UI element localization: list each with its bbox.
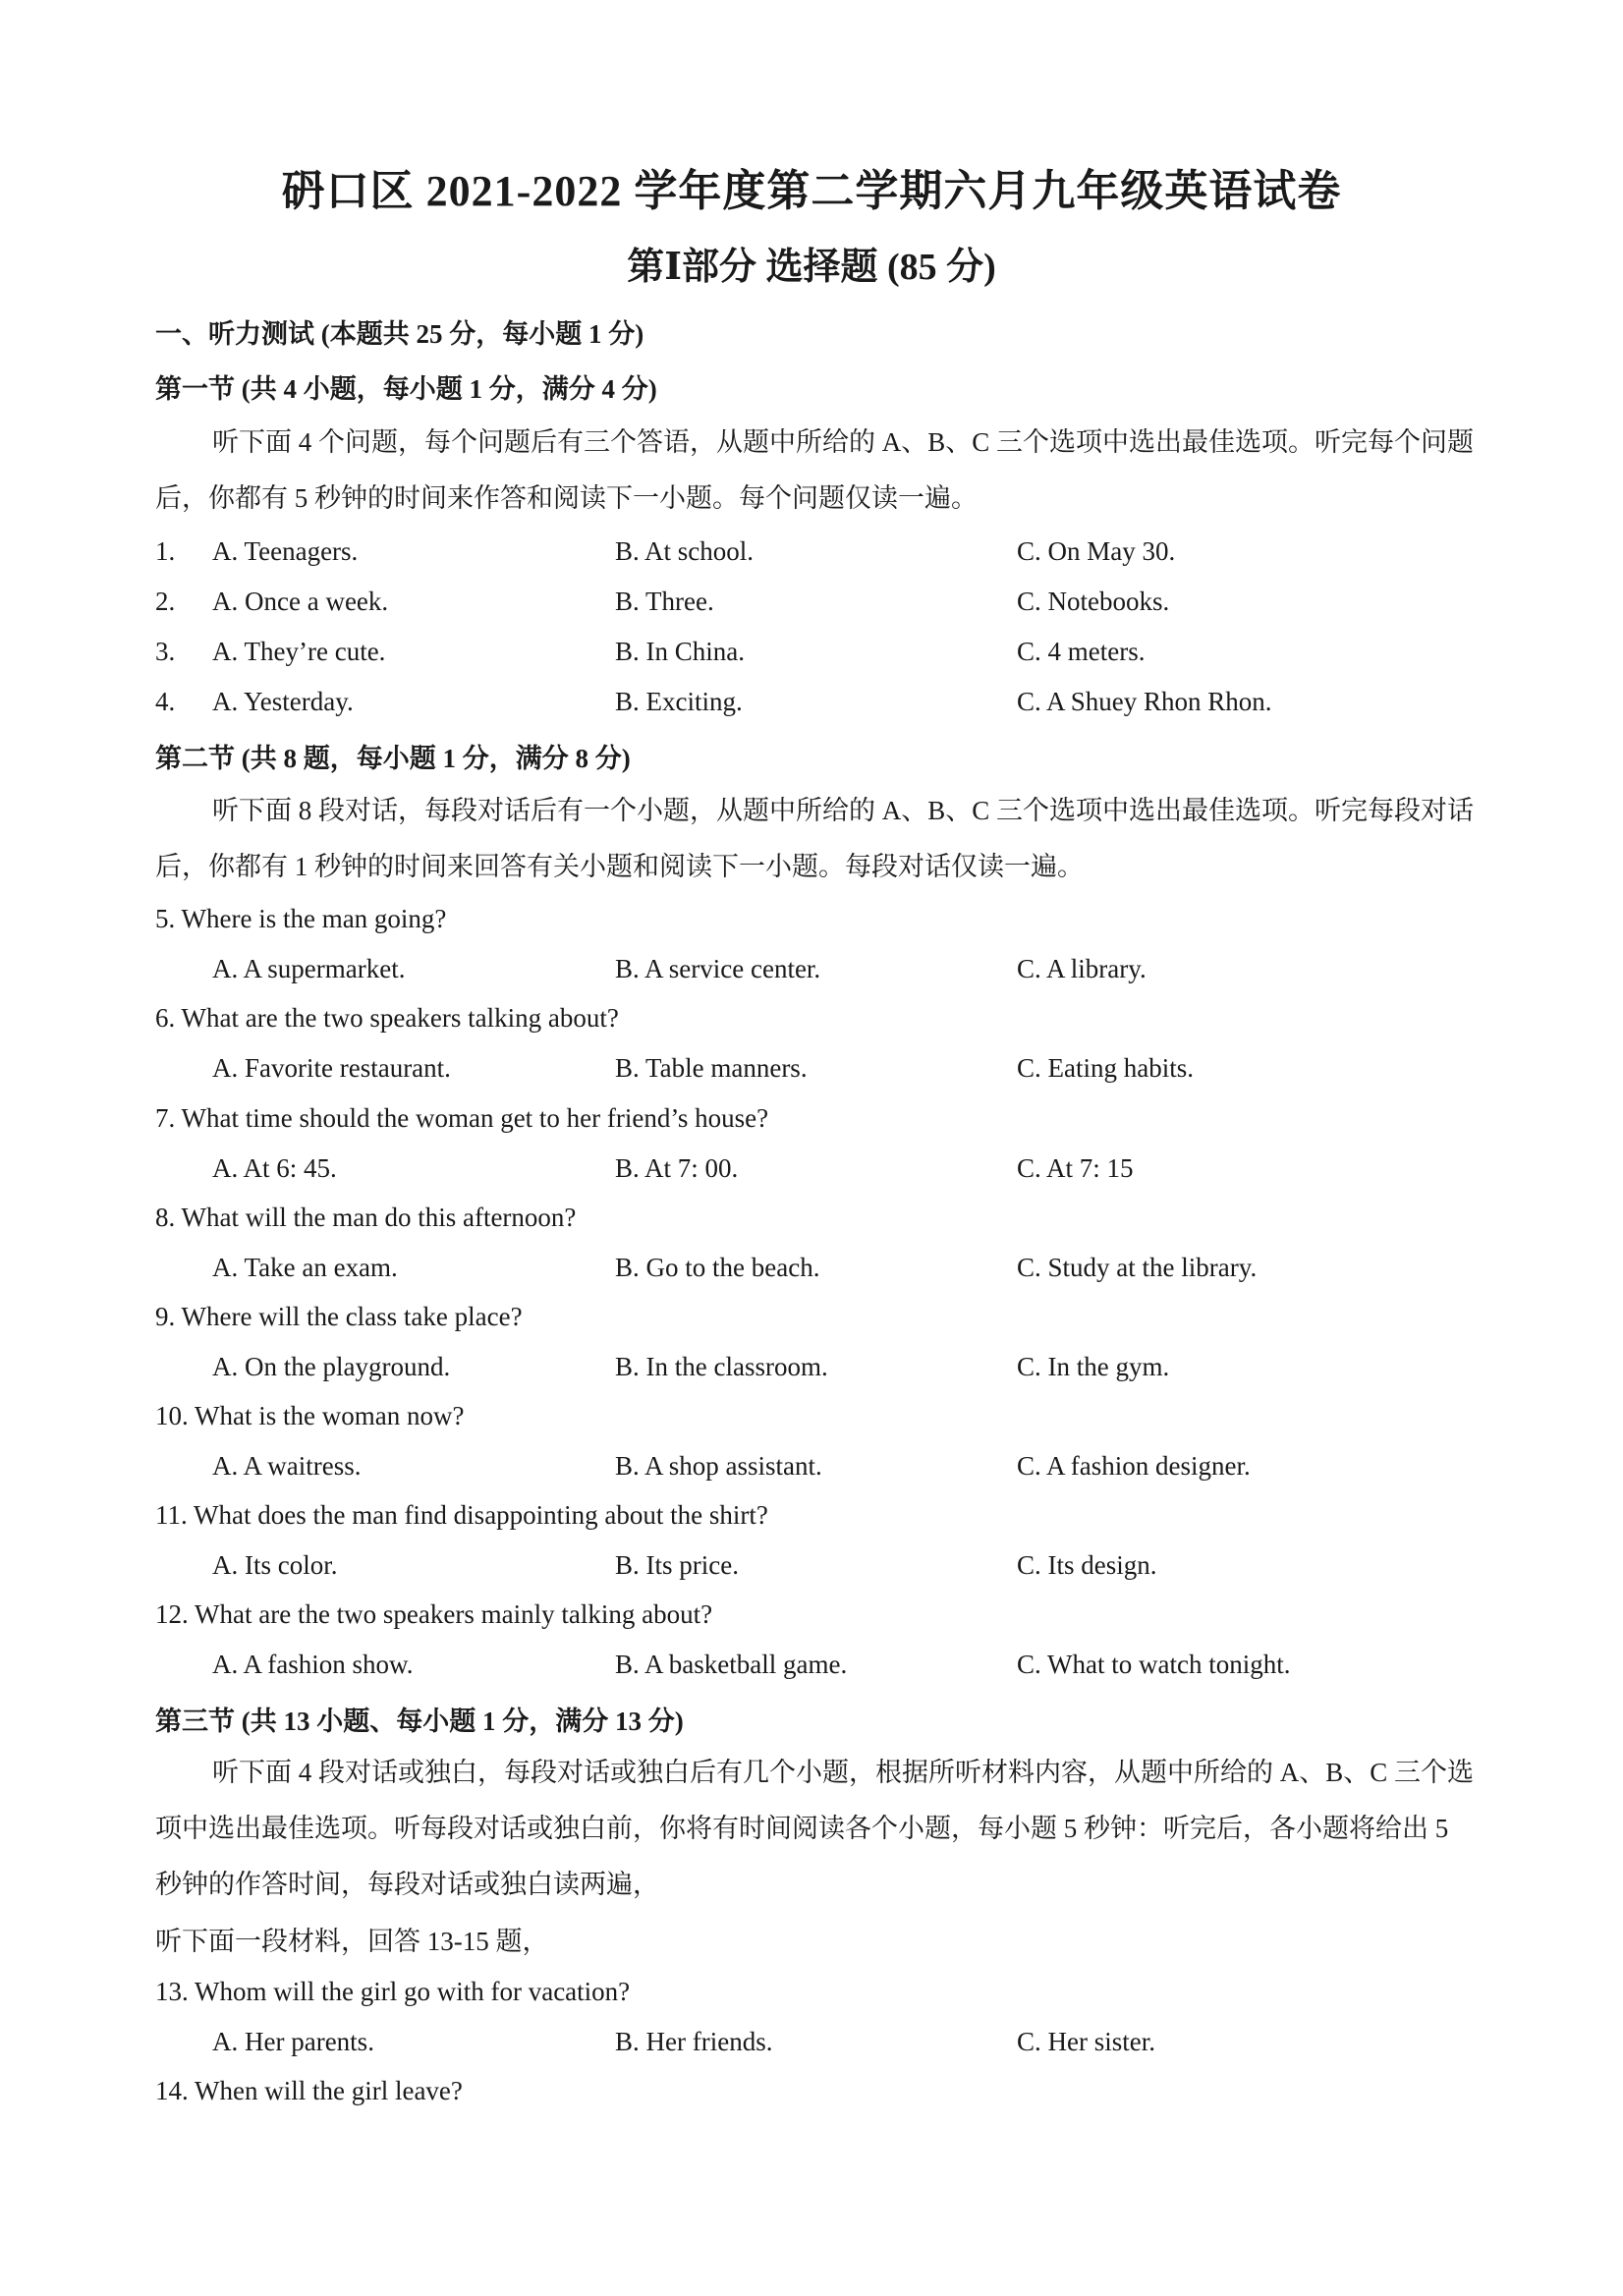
option-a: A. At 6: 45. bbox=[212, 1153, 337, 1183]
item-number: 4. bbox=[155, 687, 176, 716]
item-number: 3. bbox=[155, 637, 176, 666]
option-b: B. Three. bbox=[615, 587, 714, 616]
part2-heading: 第二节 (共 8 题，每小题 1 分，满分 8 分) bbox=[155, 744, 631, 773]
question-text: 8. What will the man do this afternoon? bbox=[155, 1203, 577, 1232]
option-b: B. Go to the beach. bbox=[615, 1253, 820, 1282]
option-a: A. A waitress. bbox=[212, 1451, 362, 1481]
option-c: C. At 7: 15 bbox=[1017, 1153, 1134, 1183]
option-c: C. What to watch tonight. bbox=[1017, 1650, 1291, 1679]
option-b: B. A service center. bbox=[615, 954, 821, 983]
option-c: C. A fashion designer. bbox=[1017, 1451, 1251, 1481]
question-text: 12. What are the two speakers mainly talking about? bbox=[155, 1599, 713, 1629]
option-b: B. Her friends. bbox=[615, 2027, 773, 2056]
option-a: A. Teenagers. bbox=[212, 536, 359, 566]
question-text: 11. What does the man find disappointing about the shirt? bbox=[155, 1500, 768, 1530]
option-a: A. Once a week. bbox=[212, 587, 389, 616]
option-a: A. On the playground. bbox=[212, 1352, 451, 1381]
option-c: C. On May 30. bbox=[1017, 536, 1176, 566]
option-a: A. They’re cute. bbox=[212, 637, 386, 666]
question-text: 6. What are the two speakers talking about? bbox=[155, 1003, 619, 1033]
option-c: C. Notebooks. bbox=[1017, 587, 1170, 616]
option-a: A. Favorite restaurant. bbox=[212, 1053, 451, 1083]
question-text: 5. Where is the man going? bbox=[155, 904, 447, 933]
option-a: A. Her parents. bbox=[212, 2027, 374, 2056]
part1-heading: 第一节 (共 4 小题，每小题 1 分，满分 4 分) bbox=[155, 374, 657, 404]
part3-heading: 第三节 (共 13 小题、每小题 1 分，满分 13 分) bbox=[155, 1707, 684, 1736]
option-c: C. Study at the library. bbox=[1017, 1253, 1258, 1282]
question-text: 7. What time should the woman get to her friend’s house? bbox=[155, 1103, 769, 1133]
option-b: B. In China. bbox=[615, 637, 745, 666]
option-c: C. Her sister. bbox=[1017, 2027, 1155, 2056]
material-intro: 听下面一段材料，回答 13-15 题， bbox=[155, 1927, 549, 1956]
option-c: C. In the gym. bbox=[1017, 1352, 1170, 1381]
option-c: C. 4 meters. bbox=[1017, 637, 1146, 666]
item-number: 1. bbox=[155, 536, 176, 566]
option-b: B. A shop assistant. bbox=[615, 1451, 822, 1481]
option-a: A. A supermarket. bbox=[212, 954, 406, 983]
option-b: B. Exciting. bbox=[615, 687, 743, 716]
option-c: C. A library. bbox=[1017, 954, 1147, 983]
option-b: B. A basketball game. bbox=[615, 1650, 848, 1679]
option-c: C. A Shuey Rhon Rhon. bbox=[1017, 687, 1272, 716]
option-c: C. Eating habits. bbox=[1017, 1053, 1194, 1083]
part3-instructions: 听下面 4 段对话或独白，每段对话或独白后有几个小题，根据所听材料内容，从题中所给的 A、B、C 三个选项中选出最佳选项。听每段对话或独白前，你将有时间阅读各个小题，每小题 5 秒钟：听完后，各小题将给出 5 秒钟的作答时间，每段对话或独白读两遍， bbox=[155, 1758, 1475, 1899]
part-subtitle: 第Ⅰ部分 选择题 (85 分) bbox=[627, 247, 996, 288]
option-b: B. In the classroom. bbox=[615, 1352, 828, 1381]
item-number: 2. bbox=[155, 587, 176, 616]
option-a: A. Take an exam. bbox=[212, 1253, 398, 1282]
option-a: A. Yesterday. bbox=[212, 687, 354, 716]
option-a: A. A fashion show. bbox=[212, 1650, 414, 1679]
part2-instructions: 听下面 8 段对话，每段对话后有一个小题，从题中所给的 A、B、C 三个选项中选出最佳选项。听完每段对话后，你都有 1 秒钟的时间来回答有关小题和阅读下一小题。每段对话仅读一遍。 bbox=[155, 796, 1475, 881]
option-b: B. At 7: 00. bbox=[615, 1153, 739, 1183]
question-text: 9. Where will the class take place? bbox=[155, 1302, 523, 1331]
option-a: A. Its color. bbox=[212, 1550, 338, 1580]
section1-heading: 一、听力测试 (本题共 25 分，每小题 1 分) bbox=[155, 319, 644, 349]
option-c: C. Its design. bbox=[1017, 1550, 1157, 1580]
question-text: 14. When will the girl leave? bbox=[155, 2076, 463, 2105]
option-b: B. Table manners. bbox=[615, 1053, 808, 1083]
exam-title: 砃口区 2021-2022 学年度第二学期六月九年级英语试卷 bbox=[281, 167, 1342, 215]
question-text: 13. Whom will the girl go with for vacation? bbox=[155, 1977, 631, 2006]
option-b: B. Its price. bbox=[615, 1550, 739, 1580]
part1-instructions: 听下面 4 个问题，每个问题后有三个答语，从题中所给的 A、B、C 三个选项中选出最佳选项。听完每个问题后，你都有 5 秒钟的时间来作答和阅读下一小题。每个问题仅读一遍。 bbox=[155, 427, 1475, 513]
option-b: B. At school. bbox=[615, 536, 755, 566]
question-text: 10. What is the woman now? bbox=[155, 1401, 465, 1430]
